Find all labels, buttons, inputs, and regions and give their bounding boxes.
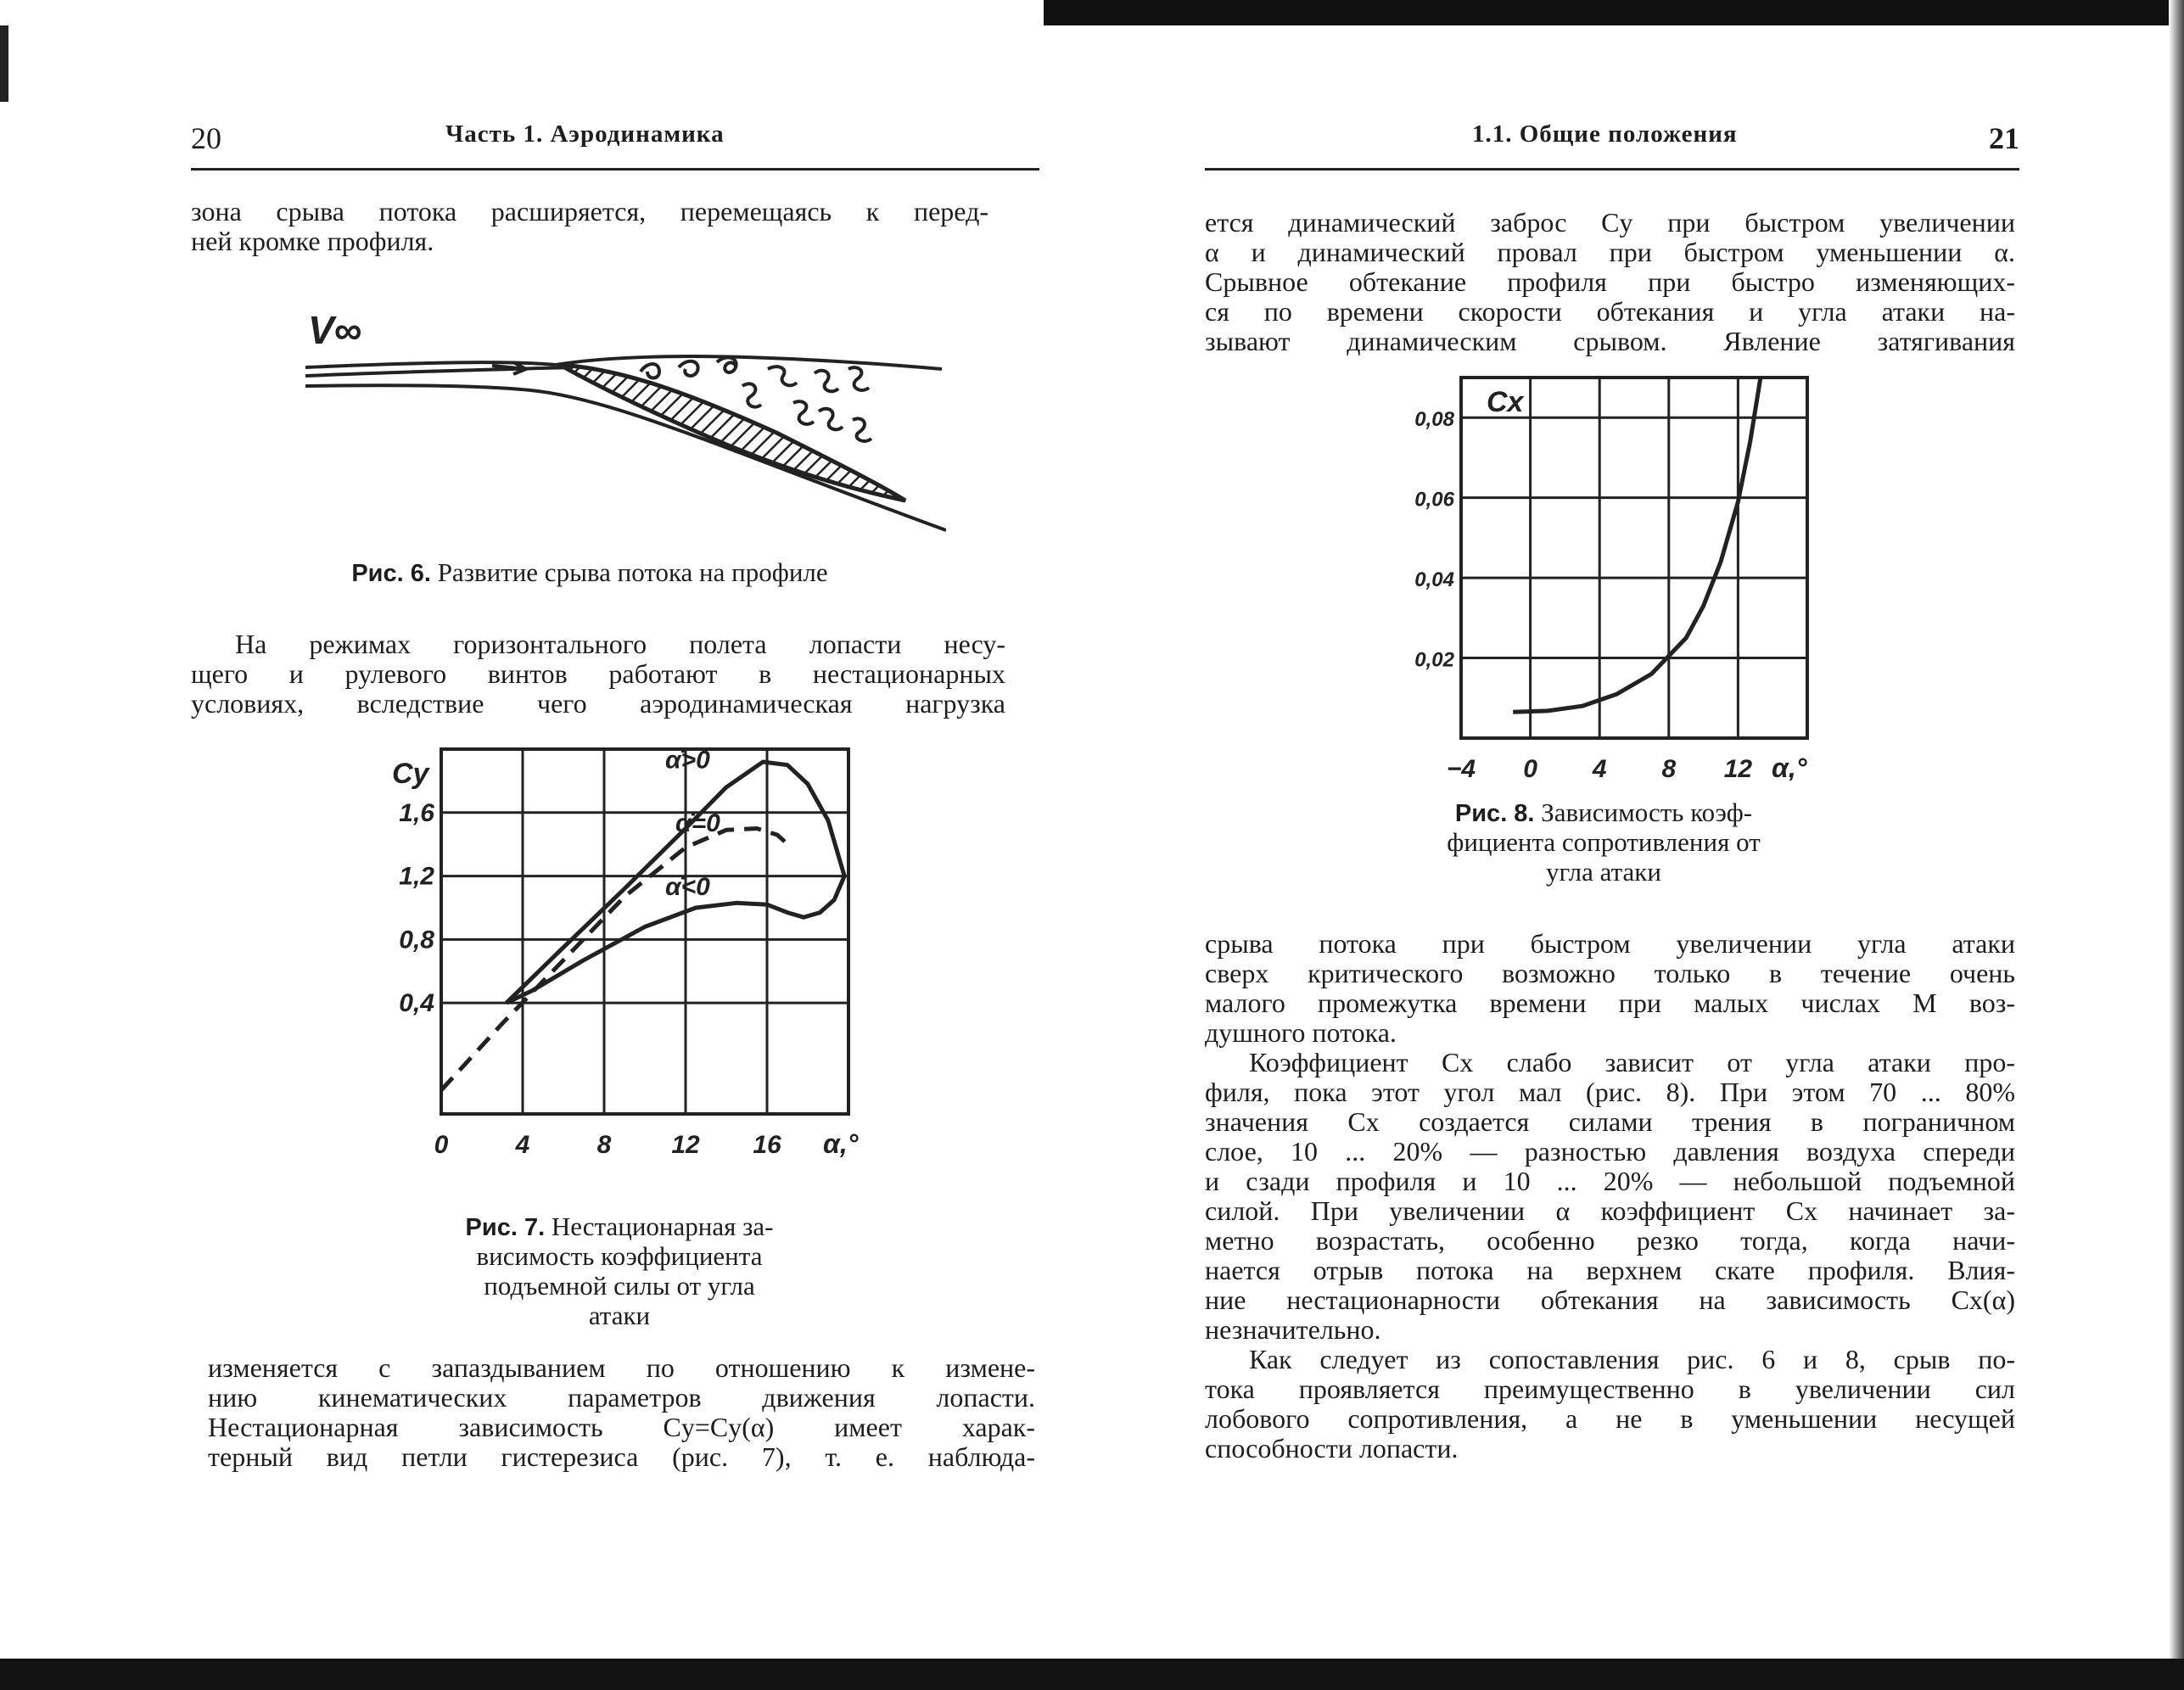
text-line: На режимах горизонтального полета лопасти несу- (235, 630, 1005, 659)
paragraph (1205, 1048, 2015, 1345)
text-line: Нестационарная зависимость Cy=Cy(α) имеет харак- (208, 1413, 1035, 1442)
text-line: лобового сопротивления, а не в уменьшении несущей (1205, 1404, 2015, 1434)
caption-line: угла атаки (1546, 857, 1661, 887)
x-tick-label: 8 (1661, 755, 1677, 781)
running-head: 1.1. Общие положения (1472, 120, 1738, 148)
text-line: малого промежутка времени при малых числах M воз- (1205, 988, 2015, 1018)
vortex (815, 371, 838, 392)
vortex (853, 418, 871, 441)
text-line: зывают динамическим срывом. Явление затягивания (1205, 327, 2015, 356)
y-tick-label: 0,04 (1414, 568, 1454, 592)
running-head: Часть 1. Аэродинамика (445, 120, 725, 148)
scan-edge-right (2169, 0, 2184, 1690)
figure-7-caption (407, 1212, 832, 1330)
text-line: Коэффициент Cx слабо зависит от угла атаки про- (1249, 1048, 2015, 1077)
figure-7-lift-hysteresis-chart (361, 736, 895, 1178)
x-tick-label: 12 (1723, 755, 1753, 781)
streamline-lower (305, 385, 946, 530)
x-axis-label: α,° (823, 1128, 859, 1159)
figure-6-stall-diagram (301, 284, 946, 547)
caption-line: фициента сопротивления от (1447, 827, 1761, 857)
streamline-middle (305, 367, 573, 376)
text-line: силой. При увеличении α коэффициент Cx начинает за- (1205, 1196, 2015, 1226)
x-tick-label: 4 (1592, 755, 1607, 781)
text-line: сверх критического возможно только в течение очень (1205, 959, 2015, 988)
y-axis-label: Cx (1487, 386, 1524, 418)
text-line: ней кромке профиля. (191, 227, 434, 256)
x-tick-label: 0 (1523, 755, 1537, 781)
text-line: нию кинематических параметров движения лопасти. (208, 1383, 1035, 1413)
figure-8-caption (1400, 797, 1807, 887)
text-line: и сзади профиля и 10 ... 20% — небольшой подъемной (1205, 1167, 2015, 1196)
vortex (641, 364, 659, 378)
y-tick-label: 0,8 (399, 926, 434, 954)
text-line: α и динамический провал при быстром уменьшении α. (1205, 238, 2015, 267)
vortex (717, 357, 736, 372)
caption-text: Нестационарная за- (551, 1212, 774, 1241)
plot-frame (441, 749, 848, 1114)
text-line: нается отрыв потока на верхнем скате профиля. Влия- (1205, 1256, 2015, 1285)
paragraph (191, 630, 1005, 719)
caption-line: атаки (588, 1301, 651, 1330)
text-line: незначительно. (1205, 1315, 1381, 1345)
caption-text: Зависимость коэф- (1541, 797, 1753, 827)
text-line: значения Cx создается силами трения в пограничном (1205, 1107, 2015, 1137)
x-tick-label: 4 (515, 1131, 530, 1159)
y-tick-label: 0,08 (1414, 408, 1454, 432)
text-line: способности лопасти. (1205, 1434, 1459, 1463)
series-label: α̇>0 (665, 746, 710, 775)
text-line: условиях, вследствие чего аэродинамическая нагрузка (191, 689, 1005, 719)
text-line: Срывное обтекание профиля при быстро изменяющих- (1205, 267, 2015, 297)
page-number: 21 (1989, 121, 2019, 155)
text-line: филя, пока этот угол мал (рис. 8). При этом 70 ... 80% (1205, 1077, 2015, 1107)
caption-line: висимость коэффициента (476, 1241, 763, 1271)
caption-line: подъемной силы от угла (484, 1271, 755, 1301)
text-line: метно возрастать, особенно резко тогда, когда начи- (1205, 1226, 2015, 1256)
x-axis-label: α,° (1772, 753, 1807, 781)
right-page-header (1205, 117, 2019, 171)
vortex (742, 383, 761, 406)
y-tick-label: 0,02 (1414, 648, 1454, 672)
x-tick-label: −4 (1446, 755, 1476, 781)
text-line: срыва потока при быстром увеличении угла атаки (1205, 929, 2015, 959)
paragraph (1205, 208, 2015, 356)
grid (441, 749, 848, 1114)
series-line (1513, 378, 1761, 712)
text-line: тока проявляется преимущественно в увеличении сил (1205, 1374, 2015, 1404)
text-line: ся по времени скорости обтекания и угла атаки на- (1205, 297, 2015, 327)
paragraph (1205, 929, 2015, 1048)
text-line: зона срыва потока расширяется, перемещаясь к перед- (191, 197, 988, 227)
text-line: слое, 10 ... 20% — разностью давления воздуха спереди (1205, 1137, 2015, 1167)
x-tick-label: 8 (596, 1131, 612, 1159)
paragraph (208, 1353, 1035, 1472)
caption-line (1400, 797, 1807, 827)
y-axis-label: Cy (392, 758, 429, 790)
text-line: ние нестационарности обтекания на зависимость Cx(α) (1205, 1285, 2015, 1315)
x-tick-label: 12 (671, 1131, 700, 1159)
figure-label: Рис. 8. (1454, 800, 1535, 827)
vortex (848, 367, 869, 390)
text-line: Как следует из сопоставления рис. 6 и 8, срыв по- (1249, 1345, 2015, 1374)
caption-line (407, 1212, 832, 1241)
vortex (768, 367, 797, 385)
scan-edge-left (0, 25, 8, 102)
text-line: изменяется с запаздыванием по отношению к измене- (208, 1353, 1035, 1383)
vortex (819, 409, 843, 430)
y-tick-label: 0,06 (1414, 488, 1454, 512)
right-page (1205, 0, 2019, 1646)
left-page-header (191, 117, 1039, 171)
page-number: 20 (191, 121, 221, 155)
x-tick-label: 16 (753, 1131, 781, 1159)
figure-label: Рис. 6. (351, 560, 431, 587)
series-label: α̇<0 (665, 873, 710, 901)
paragraph (191, 197, 988, 256)
streamline-separated (556, 356, 942, 369)
caption-text: Развитие срыва потока на профиле (437, 557, 828, 587)
y-tick-label: 1,6 (399, 798, 434, 827)
text-line: душного потока. (1205, 1018, 1397, 1048)
x-tick-label: 0 (434, 1131, 449, 1159)
figure-8-drag-coefficient-chart (1392, 365, 1833, 781)
paragraph (1205, 1345, 2015, 1463)
figure-6-caption (191, 557, 988, 589)
y-tick-label: 1,2 (399, 862, 434, 891)
vortex (679, 361, 698, 376)
y-tick-label: 0,4 (399, 989, 434, 1018)
text-line: щего и рулевого винтов работают в нестационарных (191, 659, 1005, 689)
figure-label: Рис. 7. (465, 1214, 546, 1241)
scan-edge-bottom (0, 1659, 2184, 1690)
left-page (191, 0, 1039, 1646)
series-line (441, 829, 792, 1091)
vortex (793, 401, 814, 424)
velocity-label: V∞ (308, 308, 362, 352)
text-line: терный вид петли гистерезиса (рис. 7), т. е. наблюда- (208, 1442, 1035, 1472)
text-line: ется динамический заброс Cy при быстром увеличении (1205, 208, 2015, 238)
series-label: α̇=0 (675, 809, 720, 838)
